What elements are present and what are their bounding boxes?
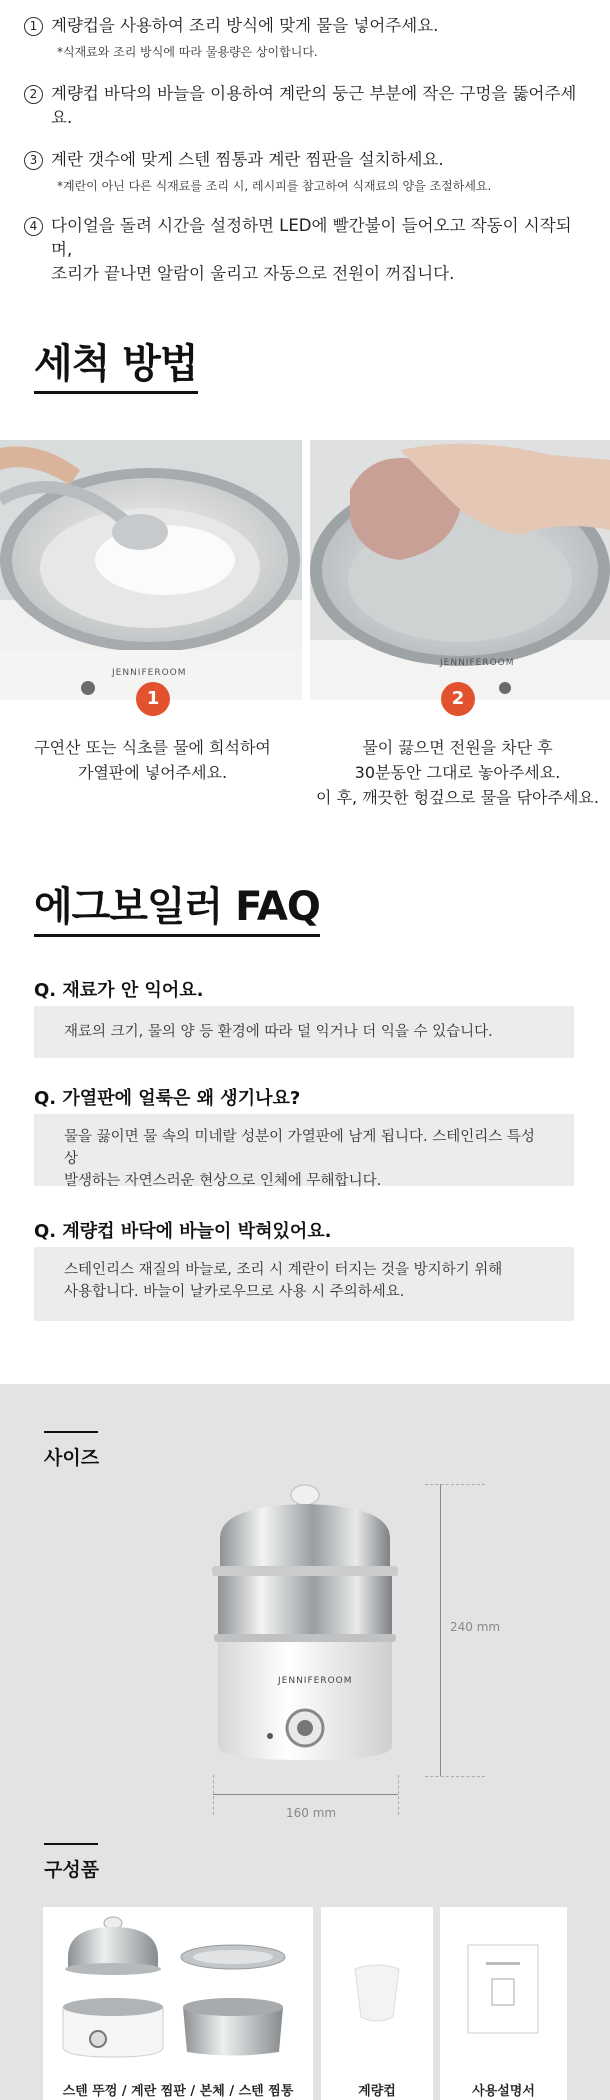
component-manual-box [440,1907,567,2100]
faq-answer-3: 스테인리스 재질의 바늘로, 조리 시 계란이 터지는 것을 방지하기 위해 사용합니다. 바늘이 날카로우므로 사용 시 주의하세요. [34,1247,574,1321]
instruction-steps [0,0,610,300]
width-dimension-tick [398,1775,399,1815]
cleaning-text-1: 구연산 또는 식초를 물에 희석하여 가열판에 넣어주세요. [34,738,271,782]
faq-question-1: Q. 재료가 안 익어요. [34,980,204,1001]
component-label-main: 스텐 뚜껑 / 계란 찜판 / 본체 / 스텐 찜통 [62,2084,294,2099]
width-dimension-tick [213,1775,214,1815]
components-title [44,1855,99,1882]
faq-answer-2: 물을 끓이면 물 속의 미네랄 성분이 가열판에 남게 됩니다. 스테인리스 특성상 발생하는 자연스러운 현상으로 인체에 무해합니다. [34,1114,574,1186]
title-underline [34,391,198,394]
egg-boiler-product-image [200,1478,460,1818]
pot-salt-image [0,440,302,700]
component-label-manual: 사용설명서 [472,2084,535,2099]
main-parts-image [43,1907,313,2067]
cleaning-photo-1 [0,440,302,700]
step-text: 계란 갯수에 맞게 스텐 찜통과 계란 찜판을 설치하세요. [51,150,444,169]
component-cup-box [321,1907,433,2100]
cleaning-title [34,340,198,388]
faq-answer-1: 재료의 크기, 물의 양 등 환경에 따라 덜 익거나 더 익을 수 있습니다. [34,1006,574,1058]
step-note: *식재료와 조리 방식에 따라 물용량은 상이합니다. [57,45,318,59]
height-dimension-line [440,1484,441,1776]
step-number: 4 [24,217,43,236]
manual-image [440,1907,567,2067]
size-title-text: 사이즈 [44,1447,100,1469]
step-text: 계량컵을 사용하여 조리 방식에 맞게 물을 넣어주세요. [51,16,439,35]
step-text: 계량컵 바닥의 바늘을 이용하여 계란의 둥근 부분에 작은 구멍을 뚫어주세요. [51,84,577,127]
cleaning-title-text: 세척 방법 [34,341,198,387]
faq-title-text: 에그보일러 FAQ [34,884,320,930]
width-dimension-line [213,1794,398,1795]
step-number: 3 [24,151,43,170]
faq-question-2: Q. 가열판에 얼룩은 왜 생기나요? [34,1088,301,1109]
cleaning-text-2: 물이 끓으면 전원을 차단 후 30분동안 그대로 놓아주세요. 이 후, 깨끗한 헝겊으로 물을 닦아주세요. [316,738,599,807]
title-underline [34,934,320,937]
title-bar [44,1843,98,1845]
step-note: *계란이 아닌 다른 식재료를 조리 시, 레시피를 참고하여 식재료의 양을 조절하세요. [57,179,492,193]
step-3 [24,148,586,194]
step-4 [24,214,586,286]
height-label: 240 mm [450,1620,501,1634]
step-badge-2: 2 [441,682,475,716]
step-text: 다이얼을 돌려 시간을 설정하면 LED에 빨간불이 들어오고 작동이 시작되며, 조리가 끝나면 알람이 울리고 자동으로 전원이 꺼집니다. [51,216,572,283]
height-dimension-tick [425,1484,485,1485]
step-badge-1: 1 [136,682,170,716]
step-1 [24,14,586,60]
faq-question-3: Q. 계량컵 바닥에 바늘이 박혀있어요. [34,1221,332,1242]
width-label: 160 mm [286,1806,337,1820]
components-title-text: 구성품 [44,1859,100,1881]
step-number: 2 [24,85,43,104]
title-bar [44,1431,98,1433]
step-number: 1 [24,17,43,36]
faq-title [34,883,320,931]
height-dimension-tick [425,1776,485,1777]
step-2 [24,82,586,130]
component-main-box [43,1907,313,2100]
brand-label: JENNIFEROOM [440,658,515,668]
measuring-cup-image [321,1907,433,2067]
component-label-cup: 계량컵 [358,2084,396,2099]
brand-label: JENNIFEROOM [112,668,187,678]
size-title [44,1443,99,1470]
product-brand-label: JENNIFEROOM [278,1676,353,1686]
